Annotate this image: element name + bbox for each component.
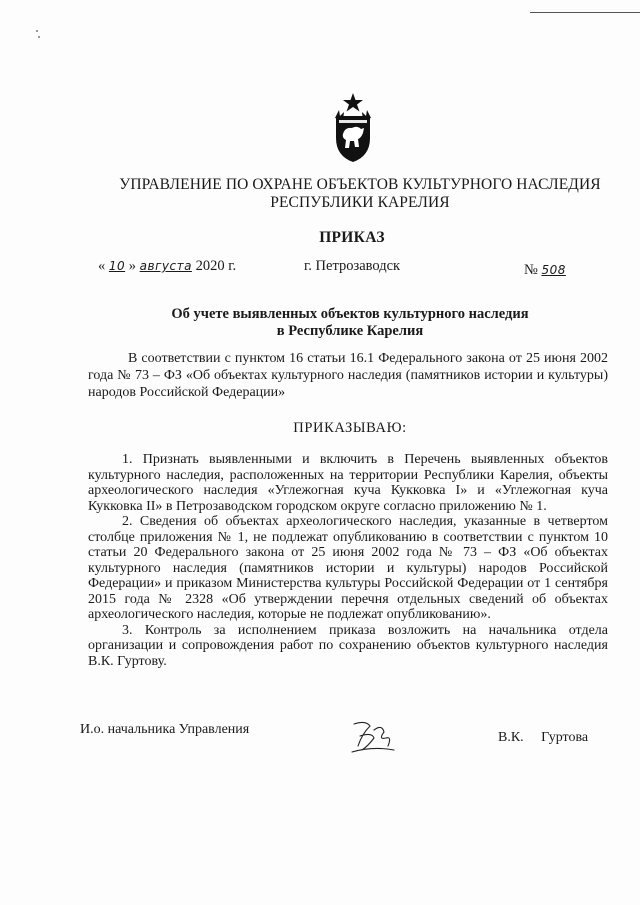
preamble-text: В соответствии с пунктом 16 статьи 16.1 Федерального закона от 25 июня 2002 года № 73 – ФЗ «Об объектах культурного наследия (памятников истории и культуры) народов Российской Федерации» <box>88 351 608 400</box>
karelia-emblem-icon <box>331 92 375 164</box>
order-number <box>524 262 566 279</box>
order-item-3: 3. Контроль за исполнением приказа возложить на начальника отдела организации и сопровождения работ по сохранению объектов культурного наследия В.К. Гуртову. <box>88 622 608 669</box>
date-close-quote: » <box>128 258 137 274</box>
agency-line-2: РЕСПУБЛИКИ КАРЕЛИЯ <box>270 194 450 211</box>
agency-name <box>110 176 610 212</box>
order-item-1: 1. Признать выявленными и включить в Перечень выявленных объектов культурного наследия, расположенных на территории Республики Карелия, объекты археологического наследия «Углежогная куча Кукковка I» и «Углежогная куча Кукковка II» в Петрозаводском городском округе согласно приложению № 1. <box>88 452 608 514</box>
document-type-title: ПРИКАЗ <box>319 229 385 246</box>
scan-artifact-line <box>530 12 640 13</box>
number-label: № <box>524 262 538 278</box>
order-subject <box>130 306 570 340</box>
agency-line-1: УПРАВЛЕНИЕ ПО ОХРАНЕ ОБЪЕКТОВ КУЛЬТУРНОГО НАСЛЕДИЯ <box>119 176 601 193</box>
date-day: 10 <box>108 259 126 273</box>
signatory-name: В.К. Гуртова <box>498 730 589 745</box>
date-year: 2020 г. <box>195 258 237 274</box>
date-month: августа <box>139 259 192 273</box>
date-open-quote: « <box>98 258 106 274</box>
subject-line-2: в Республике Карелия <box>276 323 424 339</box>
number-value: 508 <box>541 263 566 277</box>
scan-speck <box>36 30 38 32</box>
order-date <box>98 258 236 275</box>
order-items <box>88 452 608 669</box>
subject-line-1: Об учете выявленных объектов культурного наследия <box>171 306 529 322</box>
order-city: г. Петрозаводск <box>304 258 401 274</box>
decree-heading: ПРИКАЗЫВАЮ: <box>293 420 407 436</box>
handwritten-signature-icon <box>348 716 398 756</box>
signatory-role: И.о. начальника Управления <box>80 722 250 737</box>
scan-speck <box>38 36 40 38</box>
order-item-2: 2. Сведения об объектах археологического наследия, указанные в четвертом столбце приложения № 1, не подлежат опубликованию в соответствии с пунктом 10 статьи 20 Федерального закона от 25 июня 2002 года № 73 – ФЗ «Об объектах культурного наследия (памятников истории и культуры) народов Российской Федерации» и приказом Министерства культуры Российской Федерации от 1 сентября 2015 года № 2328 «Об утверждении перечня отдельных сведений об объектах археологического наследия, которые не подлежат опубликованию». <box>88 514 608 622</box>
preamble <box>88 350 608 401</box>
